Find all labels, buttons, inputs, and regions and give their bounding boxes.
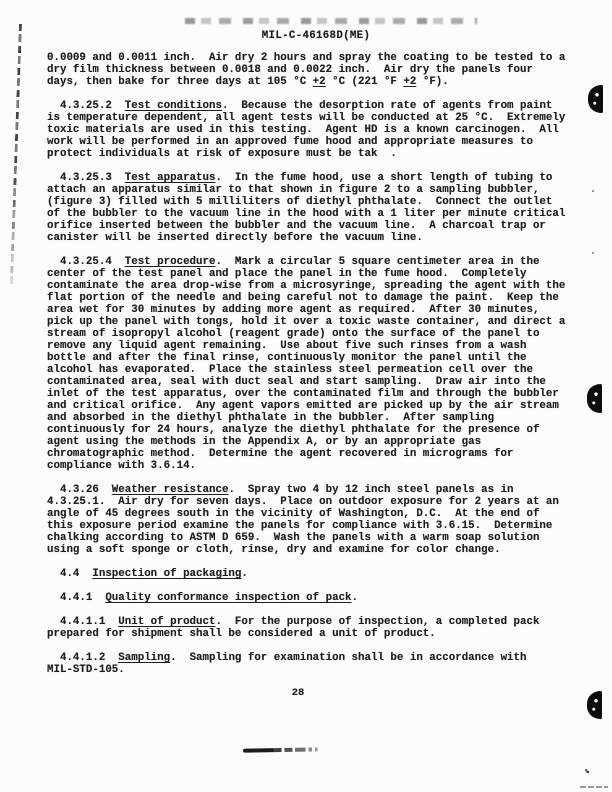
document-id-header: MIL-C-46168D(ME) bbox=[261, 30, 371, 42]
text-line: alcohol has evaporated. Place the stainless steel permeation cell over the bbox=[47, 364, 533, 376]
scan-dash-artifact bbox=[580, 786, 608, 788]
text-line: pick up the panel with tongs, hold it over a toxic waste container, and direct a bbox=[47, 316, 566, 328]
paragraph bbox=[47, 172, 579, 244]
text-line: dry film thickness between 0.0018 and 0.0022 inch. Air dry the panels four bbox=[47, 64, 533, 76]
text-line: this exposure period examine the panels for compliance with 3.6.15. Determine bbox=[47, 520, 553, 532]
text-line: contaminated area, seal with duct seal and start sampling. Draw air into the bbox=[47, 376, 546, 388]
scan-smudge-artifact bbox=[185, 18, 477, 24]
text-line: compliance with 3.6.14. bbox=[47, 460, 197, 472]
binder-hole-mark bbox=[587, 384, 602, 413]
scan-vertical-line-artifact bbox=[10, 24, 22, 286]
document-body bbox=[47, 52, 579, 688]
text-line: chromatographic method. Determine the agent recovered in micrograms for bbox=[47, 448, 514, 460]
paragraph bbox=[47, 652, 579, 676]
paragraph bbox=[47, 100, 579, 160]
text-line: remove any liquid agent remaining. Use about five such rinses from a wash bbox=[47, 340, 527, 352]
text-line: agent using the methods in the Appendix A, or by an appropriate gas bbox=[47, 436, 482, 448]
text-line: flat portion of the needle and being careful not to damage the paint. Keep the bbox=[47, 292, 559, 304]
text-line: toxic materials are used in this testing. Agent HD is a known carcinogen. All bbox=[47, 124, 559, 136]
paragraph bbox=[47, 484, 579, 556]
text-line: bottle and after the final rinse, continuously monitor the panel until the bbox=[47, 352, 527, 364]
text-line: work will be performed in an approved fume hood and appropriate measures to bbox=[47, 136, 533, 148]
paragraph bbox=[47, 616, 579, 640]
text-line: 4.3.25.1. Air dry for seven days. Place on outdoor exposure for 2 years at an bbox=[47, 496, 559, 508]
text-line: attach an apparatus similar to that shown in figure 2 to a sampling bubbler, bbox=[47, 184, 540, 196]
text-line: center of the test panel and place the panel in the fume hood. Completely bbox=[47, 268, 527, 280]
text-line: using a soft sponge or cloth, rinse, dry and examine for color change. bbox=[47, 544, 501, 556]
scan-speck-artifact bbox=[592, 190, 594, 192]
text-line: (figure 3) filled with 5 milliliters of diethyl phthalate. Connect the outlet bbox=[47, 196, 553, 208]
scan-speck-artifact bbox=[592, 252, 594, 254]
text-line: 4.4 Inspection of packaging. bbox=[47, 568, 248, 580]
text-line: 4.3.26 Weather resistance. Spray two 4 by 12 inch steel panels as in bbox=[47, 484, 514, 496]
text-line: 4.4.1.1 Unit of product. For the purpose of inspection, a completed pack bbox=[47, 616, 540, 628]
text-line: area wet for 30 minutes by adding more agent as required. After 30 minutes, bbox=[47, 304, 540, 316]
text-line: inlet of the test apparatus, over the contaminated film and through the bubbler bbox=[47, 388, 559, 400]
text-line: 4.4.1.2 Sampling. Sampling for examination shall be in accordance with bbox=[47, 652, 527, 664]
text-line: orifice inserted between the bubbler and the vacuum line. A charcoal trap or bbox=[47, 220, 546, 232]
text-line: angle of 45 degrees south in the vicinity of Washington, D.C. At the end of bbox=[47, 508, 540, 520]
text-line: canister will be inserted directly before the vacuum line. bbox=[47, 232, 423, 244]
text-line: 4.4.1 Quality conformance inspection of pack. bbox=[47, 592, 359, 604]
text-line: days, then bake for three days at 105 °C +2 °C (221 °F +2 °F). bbox=[47, 76, 449, 88]
text-line: and absorbed in the diethyl phthalate in the bubbler. After sampling bbox=[47, 412, 495, 424]
scan-speck-artifact bbox=[585, 769, 589, 773]
scan-smudge-artifact bbox=[243, 747, 323, 752]
text-line: 4.3.25.4 Test procedure. Mark a circular 5 square centimeter area in the bbox=[47, 256, 540, 268]
paragraph bbox=[47, 256, 579, 472]
paragraph bbox=[47, 592, 579, 604]
paragraph bbox=[47, 568, 579, 580]
paragraph bbox=[47, 52, 579, 88]
text-line: 4.3.25.2 Test conditions. Because the desorption rate of agents from paint bbox=[47, 100, 553, 112]
text-line: of the bubbler to the vacuum line in the hood with a 1 liter per minute critical bbox=[47, 208, 566, 220]
text-line: prepared for shipment shall be considered a unit of product. bbox=[47, 628, 436, 640]
text-line: 4.3.25.3 Test apparatus. In the fume hood, use a short length of tubing to bbox=[47, 172, 553, 184]
binder-hole-mark bbox=[588, 85, 603, 113]
text-line: chalking according to ASTM D 659. Wash the panels with a warm soap solution bbox=[47, 532, 540, 544]
text-line: continuously for 24 hours, analyze the diethyl phthalate for the presence of bbox=[47, 424, 540, 436]
text-line: contaminate the area drop-wise from a microsyringe, spreading the agent with the bbox=[47, 280, 566, 292]
binder-hole-mark bbox=[587, 691, 602, 719]
text-line: and critical orifice. Any agent vapors emitted are picked up by the air stream bbox=[47, 400, 559, 412]
text-line: protect individuals at risk of exposure must be tak . bbox=[47, 148, 397, 160]
page-number: 28 bbox=[291, 687, 305, 699]
text-line: stream of isopropyl alcohol (reagent grade) onto the surface of the panel to bbox=[47, 328, 540, 340]
text-line: is temperature dependent, all agent tests will be conducted at 25 °C. Extremely bbox=[47, 112, 566, 124]
text-line: 0.0009 and 0.0011 inch. Air dry 2 hours and spray the coating to be tested to a bbox=[47, 52, 566, 64]
text-line: MIL-STD-105. bbox=[47, 664, 125, 676]
